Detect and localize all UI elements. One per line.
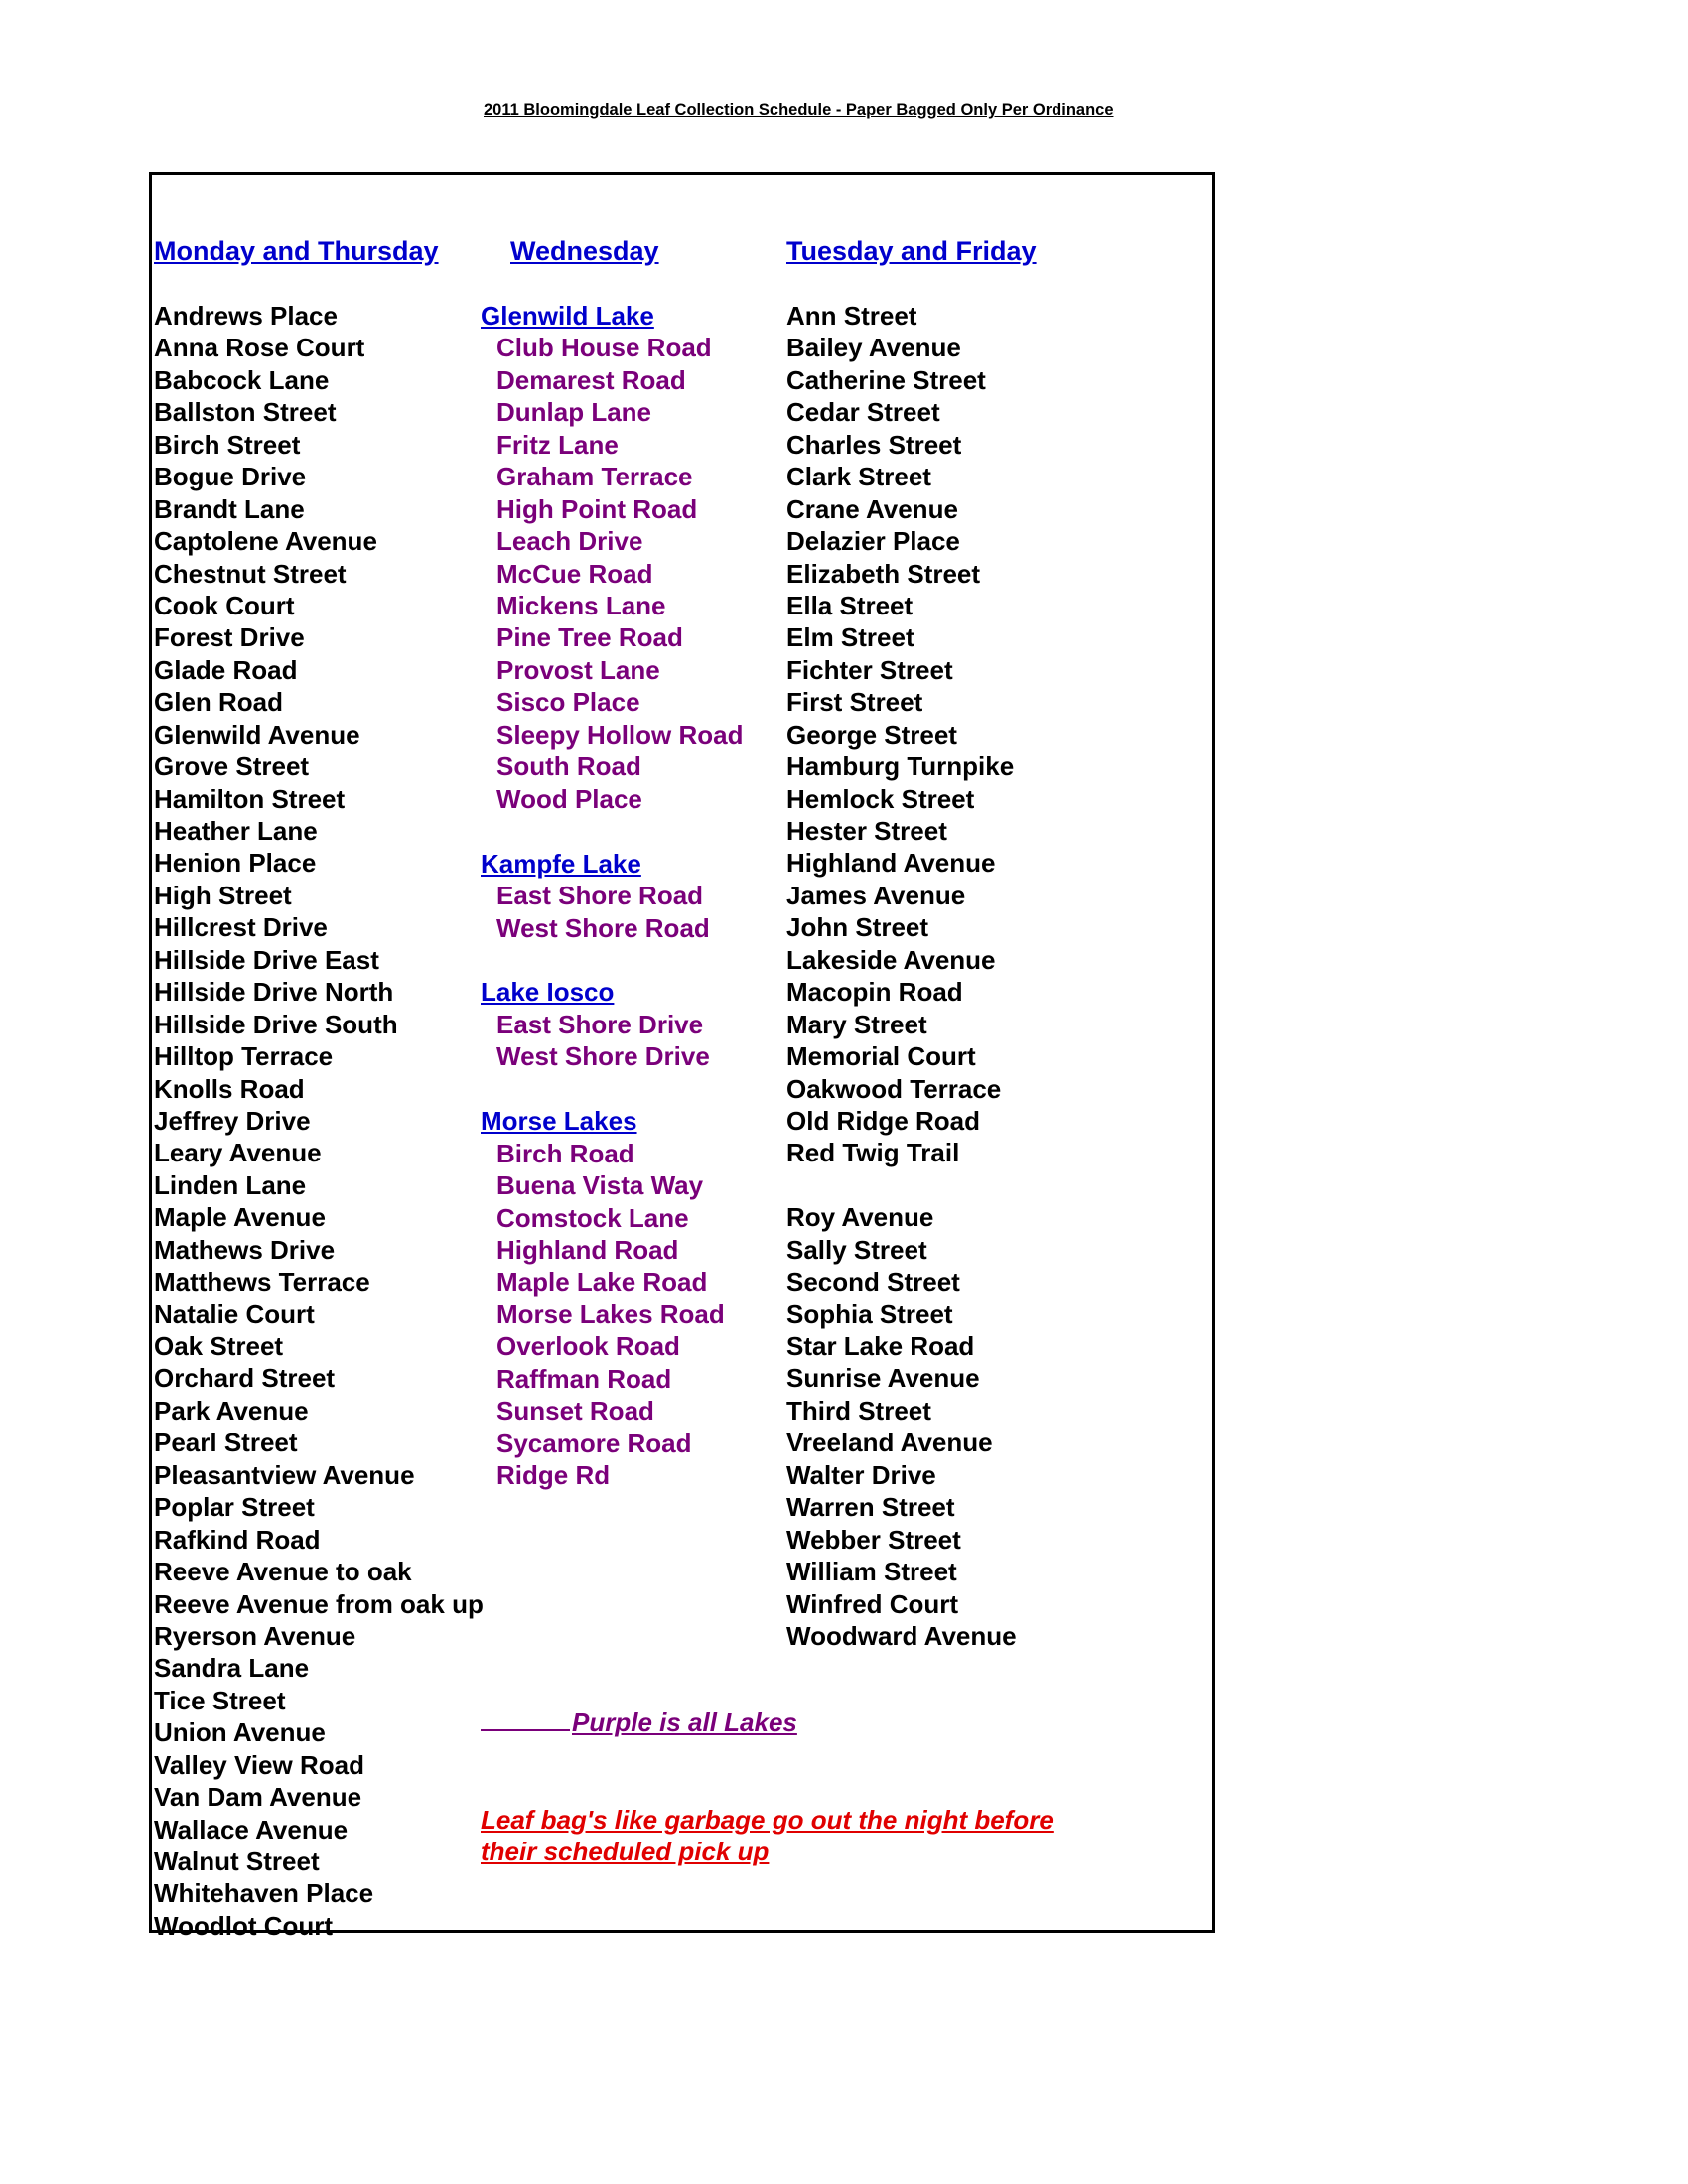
street-item: Chestnut Street (154, 558, 347, 589)
pickup-reminder-note (481, 1804, 1054, 1868)
street-item: Hillside Drive East (154, 944, 379, 975)
lake-road-item: Provost Lane (496, 654, 660, 685)
street-item: Hillcrest Drive (154, 912, 328, 943)
street-item: Jeffrey Drive (154, 1105, 311, 1136)
street-item: Henion Place (154, 848, 317, 879)
street-item: Walter Drive (786, 1459, 936, 1490)
street-item: Mary Street (786, 1009, 927, 1039)
lake-road-item: Raffman Road (496, 1363, 672, 1394)
lake-road-item: East Shore Drive (496, 1009, 704, 1039)
street-item: Valley View Road (154, 1749, 364, 1780)
lake-name: Lake Iosco (481, 977, 615, 1008)
street-item: Clark Street (786, 462, 931, 492)
street-item: Memorial Court (786, 1041, 976, 1072)
street-item: Ann Street (786, 301, 917, 331)
lake-road-item: Maple Lake Road (496, 1267, 708, 1297)
street-item: Captolene Avenue (154, 526, 377, 557)
street-item: Maple Avenue (154, 1202, 326, 1233)
lake-name: Morse Lakes (481, 1106, 637, 1137)
street-item: Woodward Avenue (786, 1620, 1017, 1651)
street-item: Wallace Avenue (154, 1814, 349, 1844)
street-item: Babcock Lane (154, 364, 330, 395)
street-item: Leary Avenue (154, 1138, 322, 1168)
lake-road-item: Birch Road (496, 1138, 634, 1168)
lake-road-item: Demarest Road (496, 364, 686, 395)
street-item: First Street (786, 687, 923, 718)
lake-road-item: Mickens Lane (496, 590, 666, 620)
street-item: Brandt Lane (154, 493, 305, 524)
lake-name: Glenwild Lake (481, 301, 654, 331)
street-item: Cedar Street (786, 397, 940, 428)
street-item: Anna Rose Court (154, 333, 365, 363)
street-item: Catherine Street (786, 364, 986, 395)
street-item: Bogue Drive (154, 462, 307, 492)
lake-group-glenwild (481, 300, 744, 815)
street-item: Sally Street (786, 1234, 927, 1265)
street-item: Hillside Drive North (154, 977, 394, 1008)
street-item: William Street (786, 1557, 957, 1587)
street-item: Birch Street (154, 429, 301, 460)
lake-road-item: South Road (496, 751, 641, 782)
lake-road-item: Pine Tree Road (496, 622, 683, 653)
reminder-line-2: their scheduled pick up (481, 1837, 770, 1867)
lake-road-item: High Point Road (496, 493, 698, 524)
lake-road-item: Morse Lakes Road (496, 1298, 725, 1329)
street-item: Knolls Road (154, 1073, 305, 1104)
street-item: Red Twig Trail (786, 1138, 960, 1168)
lake-road-item: Wood Place (496, 783, 642, 814)
lake-road-item: McCue Road (496, 558, 653, 589)
street-item: Hester Street (786, 816, 947, 846)
lake-road-item: Fritz Lane (496, 429, 619, 460)
purple-note-text: Purple is all Lakes (572, 1707, 797, 1737)
street-item: Hamilton Street (154, 783, 346, 814)
street-item: Lakeside Avenue (786, 944, 996, 975)
street-item: Roy Avenue (786, 1202, 934, 1233)
street-item: Highland Avenue (786, 848, 996, 879)
tuesday-friday-street-list (786, 300, 1017, 1652)
street-item: Union Avenue (154, 1717, 326, 1748)
street-item: Ella Street (786, 590, 914, 620)
street-item: Hemlock Street (786, 783, 975, 814)
street-item: Woodlot Court (154, 1910, 334, 1941)
street-item: Elm Street (786, 622, 914, 653)
street-item: Mathews Drive (154, 1234, 336, 1265)
purple-lakes-note (481, 1707, 797, 1738)
street-item: Sunrise Avenue (786, 1363, 980, 1394)
reminder-line-1: Leaf bag's like garbage go out the night before (481, 1805, 1054, 1835)
lake-road-list (481, 880, 710, 944)
lake-road-item: West Shore Drive (496, 1041, 710, 1072)
street-item: Ballston Street (154, 397, 337, 428)
street-item: Warren Street (786, 1492, 955, 1523)
street-item: Glenwild Avenue (154, 719, 360, 750)
lake-road-list (481, 1138, 725, 1492)
lake-road-item: Sleepy Hollow Road (496, 719, 744, 750)
street-item: Hilltop Terrace (154, 1041, 334, 1072)
street-item: Bailey Avenue (786, 333, 961, 363)
street-item: Whitehaven Place (154, 1878, 374, 1909)
street-item: Walnut Street (154, 1846, 320, 1876)
lake-road-item: Ridge Rd (496, 1460, 611, 1491)
header-monday-thursday: Monday and Thursday (154, 236, 439, 266)
lake-road-item: Leach Drive (496, 526, 643, 557)
lake-road-item: East Shore Road (496, 881, 704, 911)
header-tuesday-friday: Tuesday and Friday (786, 236, 1037, 266)
street-item: Vreeland Avenue (786, 1428, 993, 1458)
street-item: Poplar Street (154, 1492, 315, 1523)
street-item: Winfred Court (786, 1588, 959, 1619)
street-item: Third Street (786, 1395, 931, 1426)
street-item: Second Street (786, 1267, 960, 1297)
street-item: Old Ridge Road (786, 1105, 980, 1136)
street-item: Sandra Lane (154, 1653, 310, 1684)
lake-road-list (481, 1009, 710, 1073)
street-item: Linden Lane (154, 1169, 307, 1200)
street-item: Glen Road (154, 687, 284, 718)
street-item: Hillside Drive South (154, 1009, 398, 1039)
street-item: Macopin Road (786, 977, 963, 1008)
street-item: Oakwood Terrace (786, 1073, 1002, 1104)
street-item: Sophia Street (786, 1298, 953, 1329)
lake-road-item: Graham Terrace (496, 462, 693, 492)
street-item: Cook Court (154, 590, 295, 620)
street-item: Hamburg Turnpike (786, 751, 1015, 782)
street-item (786, 1169, 1017, 1201)
lake-road-item: Sunset Road (496, 1396, 654, 1427)
street-item: Glade Road (154, 654, 298, 685)
street-item: Fichter Street (786, 654, 953, 685)
street-item: Tice Street (154, 1685, 286, 1715)
street-item: Van Dam Avenue (154, 1782, 362, 1813)
street-item: Crane Avenue (786, 493, 958, 524)
street-item: George Street (786, 719, 957, 750)
street-item: Park Avenue (154, 1395, 309, 1426)
street-item: Pleasantview Avenue (154, 1459, 415, 1490)
street-item: Delazier Place (786, 526, 960, 557)
street-item: Charles Street (786, 429, 962, 460)
lake-road-item: Sisco Place (496, 687, 640, 718)
street-item: Pearl Street (154, 1428, 298, 1458)
monday-thursday-street-list (154, 300, 484, 1942)
street-item: Andrews Place (154, 301, 338, 331)
lake-name: Kampfe Lake (481, 848, 641, 879)
lake-road-item: Highland Road (496, 1235, 679, 1265)
lake-road-item: Overlook Road (496, 1331, 680, 1362)
street-item: Grove Street (154, 751, 310, 782)
lake-road-item: Comstock Lane (496, 1202, 689, 1233)
page-title: 2011 Bloomingdale Leaf Collection Schedule - Paper Bagged Only Per Ordinance (484, 101, 1114, 119)
lake-group-morse (481, 1105, 725, 1491)
street-item: High Street (154, 880, 292, 910)
lake-group-kampfe (481, 848, 710, 944)
lake-road-item: Club House Road (496, 333, 712, 363)
lake-group-iosco (481, 976, 710, 1072)
lake-road-item: Buena Vista Way (496, 1170, 704, 1201)
street-item: Webber Street (786, 1524, 961, 1555)
lake-road-item: West Shore Road (496, 912, 710, 943)
street-item: Reeve Avenue from oak up (154, 1588, 484, 1619)
street-item: Rafkind Road (154, 1524, 321, 1555)
street-item: Forest Drive (154, 622, 305, 653)
street-item: John Street (786, 912, 929, 943)
underline-lead (481, 1707, 570, 1731)
street-item: Oak Street (154, 1331, 284, 1361)
lake-road-item: Dunlap Lane (496, 397, 652, 428)
street-item: Star Lake Road (786, 1331, 975, 1361)
lake-road-item: Sycamore Road (496, 1428, 692, 1458)
street-item: Orchard Street (154, 1363, 336, 1394)
street-item: Ryerson Avenue (154, 1620, 356, 1651)
street-item: Heather Lane (154, 816, 318, 846)
street-item: Elizabeth Street (786, 558, 981, 589)
street-item: Natalie Court (154, 1298, 315, 1329)
street-item: Reeve Avenue to oak (154, 1557, 412, 1587)
street-item: Matthews Terrace (154, 1267, 370, 1297)
header-wednesday: Wednesday (510, 236, 659, 266)
lake-road-list (481, 332, 744, 815)
street-item: James Avenue (786, 880, 966, 910)
